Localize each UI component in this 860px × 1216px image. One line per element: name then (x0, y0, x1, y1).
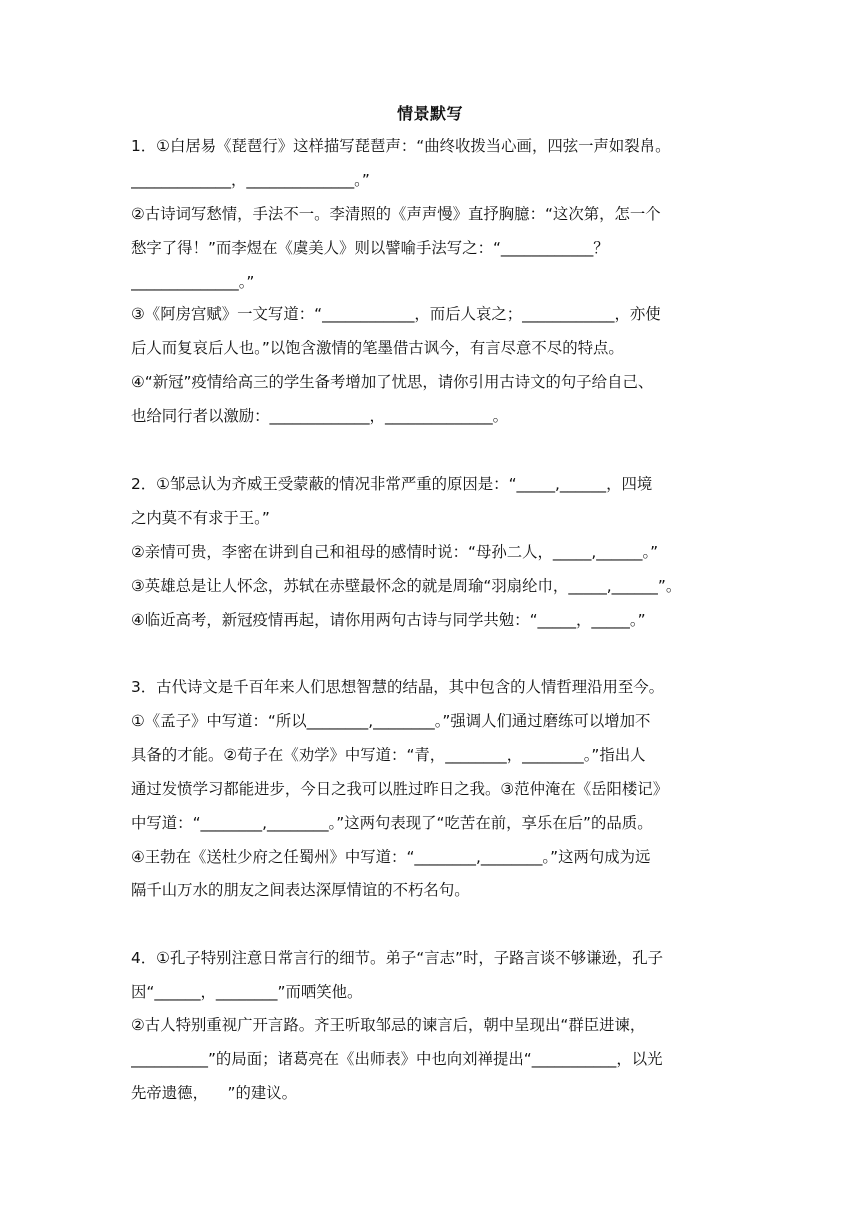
q3-line-4: 通过发愤学习都能进步，今日之我可以胜过昨日之我。③范仲淹在《岳阳楼记》 (131, 780, 669, 798)
q1-line-8: ④“新冠”疫情给高三的学生备考增加了忧思，请你引用古诗文的句子给自己、 (131, 373, 654, 391)
q4-line-2: 因“______，________”而哂笑他。 (131, 983, 363, 1001)
q2-line-2: 之内莫不有求于王。” (131, 509, 270, 527)
q3-line-7: 隔千山万水的朋友之间表达深厚情谊的不朽名句。 (131, 881, 470, 899)
q2-line-1: 2．①邹忌认为齐威王受蒙蔽的情况非常严重的原因是：“_____,______，四境 (131, 475, 653, 493)
q3-line-5: 中写道：“________,________。”这两句表现了“吃苦在前，享乐在后”的品质。 (131, 814, 653, 832)
q3-line-2: ①《孟子》中写道：“所以________,________。”强调人们通过磨练可以增加不 (131, 712, 651, 730)
q1-line-2: _____________，______________。” (131, 171, 370, 189)
q2-line-5: ④临近高考，新冠疫情再起，请你用两句古诗与同学共勉：“_____，_____。” (131, 611, 646, 629)
q4-line-5: 先帝遗德， ”的建议。 (131, 1084, 298, 1102)
q4-line-3: ②古人特别重视广开言路。齐王听取邹忌的谏言后，朝中呈现出“群臣进谏， (131, 1016, 646, 1034)
q1-line-5: ______________。” (131, 273, 255, 291)
q1-line-6: ③《阿房宫赋》一文写道：“____________，而后人哀之；____________，亦使 (131, 305, 661, 323)
document-title: 情景默写 (396, 104, 463, 123)
q1-line-1: 1．①白居易《琵琶行》这样描写琵琶声：“曲终收拨当心画，四弦一声如裂帛。 (131, 137, 671, 155)
q3-line-6: ④王勃在《送杜少府之任蜀州》中写道：“________,________。”这两句成为远 (131, 848, 651, 866)
q4-line-1: 4．①孔子特别注意日常言行的细节。弟子“言志”时，子路言谈不够谦逊，孔子 (131, 949, 664, 967)
q1-line-9: 也给同行者以激励：_____________，______________。 (131, 407, 509, 425)
q4-line-4: __________”的局面；诸葛亮在《出师表》中也向刘禅提出“___________，以光 (131, 1050, 663, 1068)
q1-line-7: 后人而复哀后人也。”以饱含激情的笔墨借古讽今，有言尽意不尽的特点。 (131, 339, 624, 357)
q3-line-3: 具备的才能。②荀子在《劝学》中写道：“青，________，________。”指出人 (131, 746, 646, 764)
q1-line-3: ②古诗词写愁情，手法不一。李清照的《声声慢》直抒胸臆：“这次第，怎一个 (131, 205, 661, 223)
q3-line-1: 3．古代诗文是千百年来人们思想智慧的结晶，其中包含的人情哲理沿用至今。 (131, 678, 665, 696)
q2-line-3: ②亲情可贵，李密在讲到自己和祖母的感情时说：“母孙二人，_____,______。” (131, 543, 659, 561)
q2-line-4: ③英雄总是让人怀念，苏轼在赤壁最怀念的就是周瑜“羽扇纶巾，_____,______”。 (131, 577, 682, 595)
q1-line-4: 愁字了得！”而李煜在《虞美人》则以譬喻手法写之：“____________？ (131, 239, 609, 257)
